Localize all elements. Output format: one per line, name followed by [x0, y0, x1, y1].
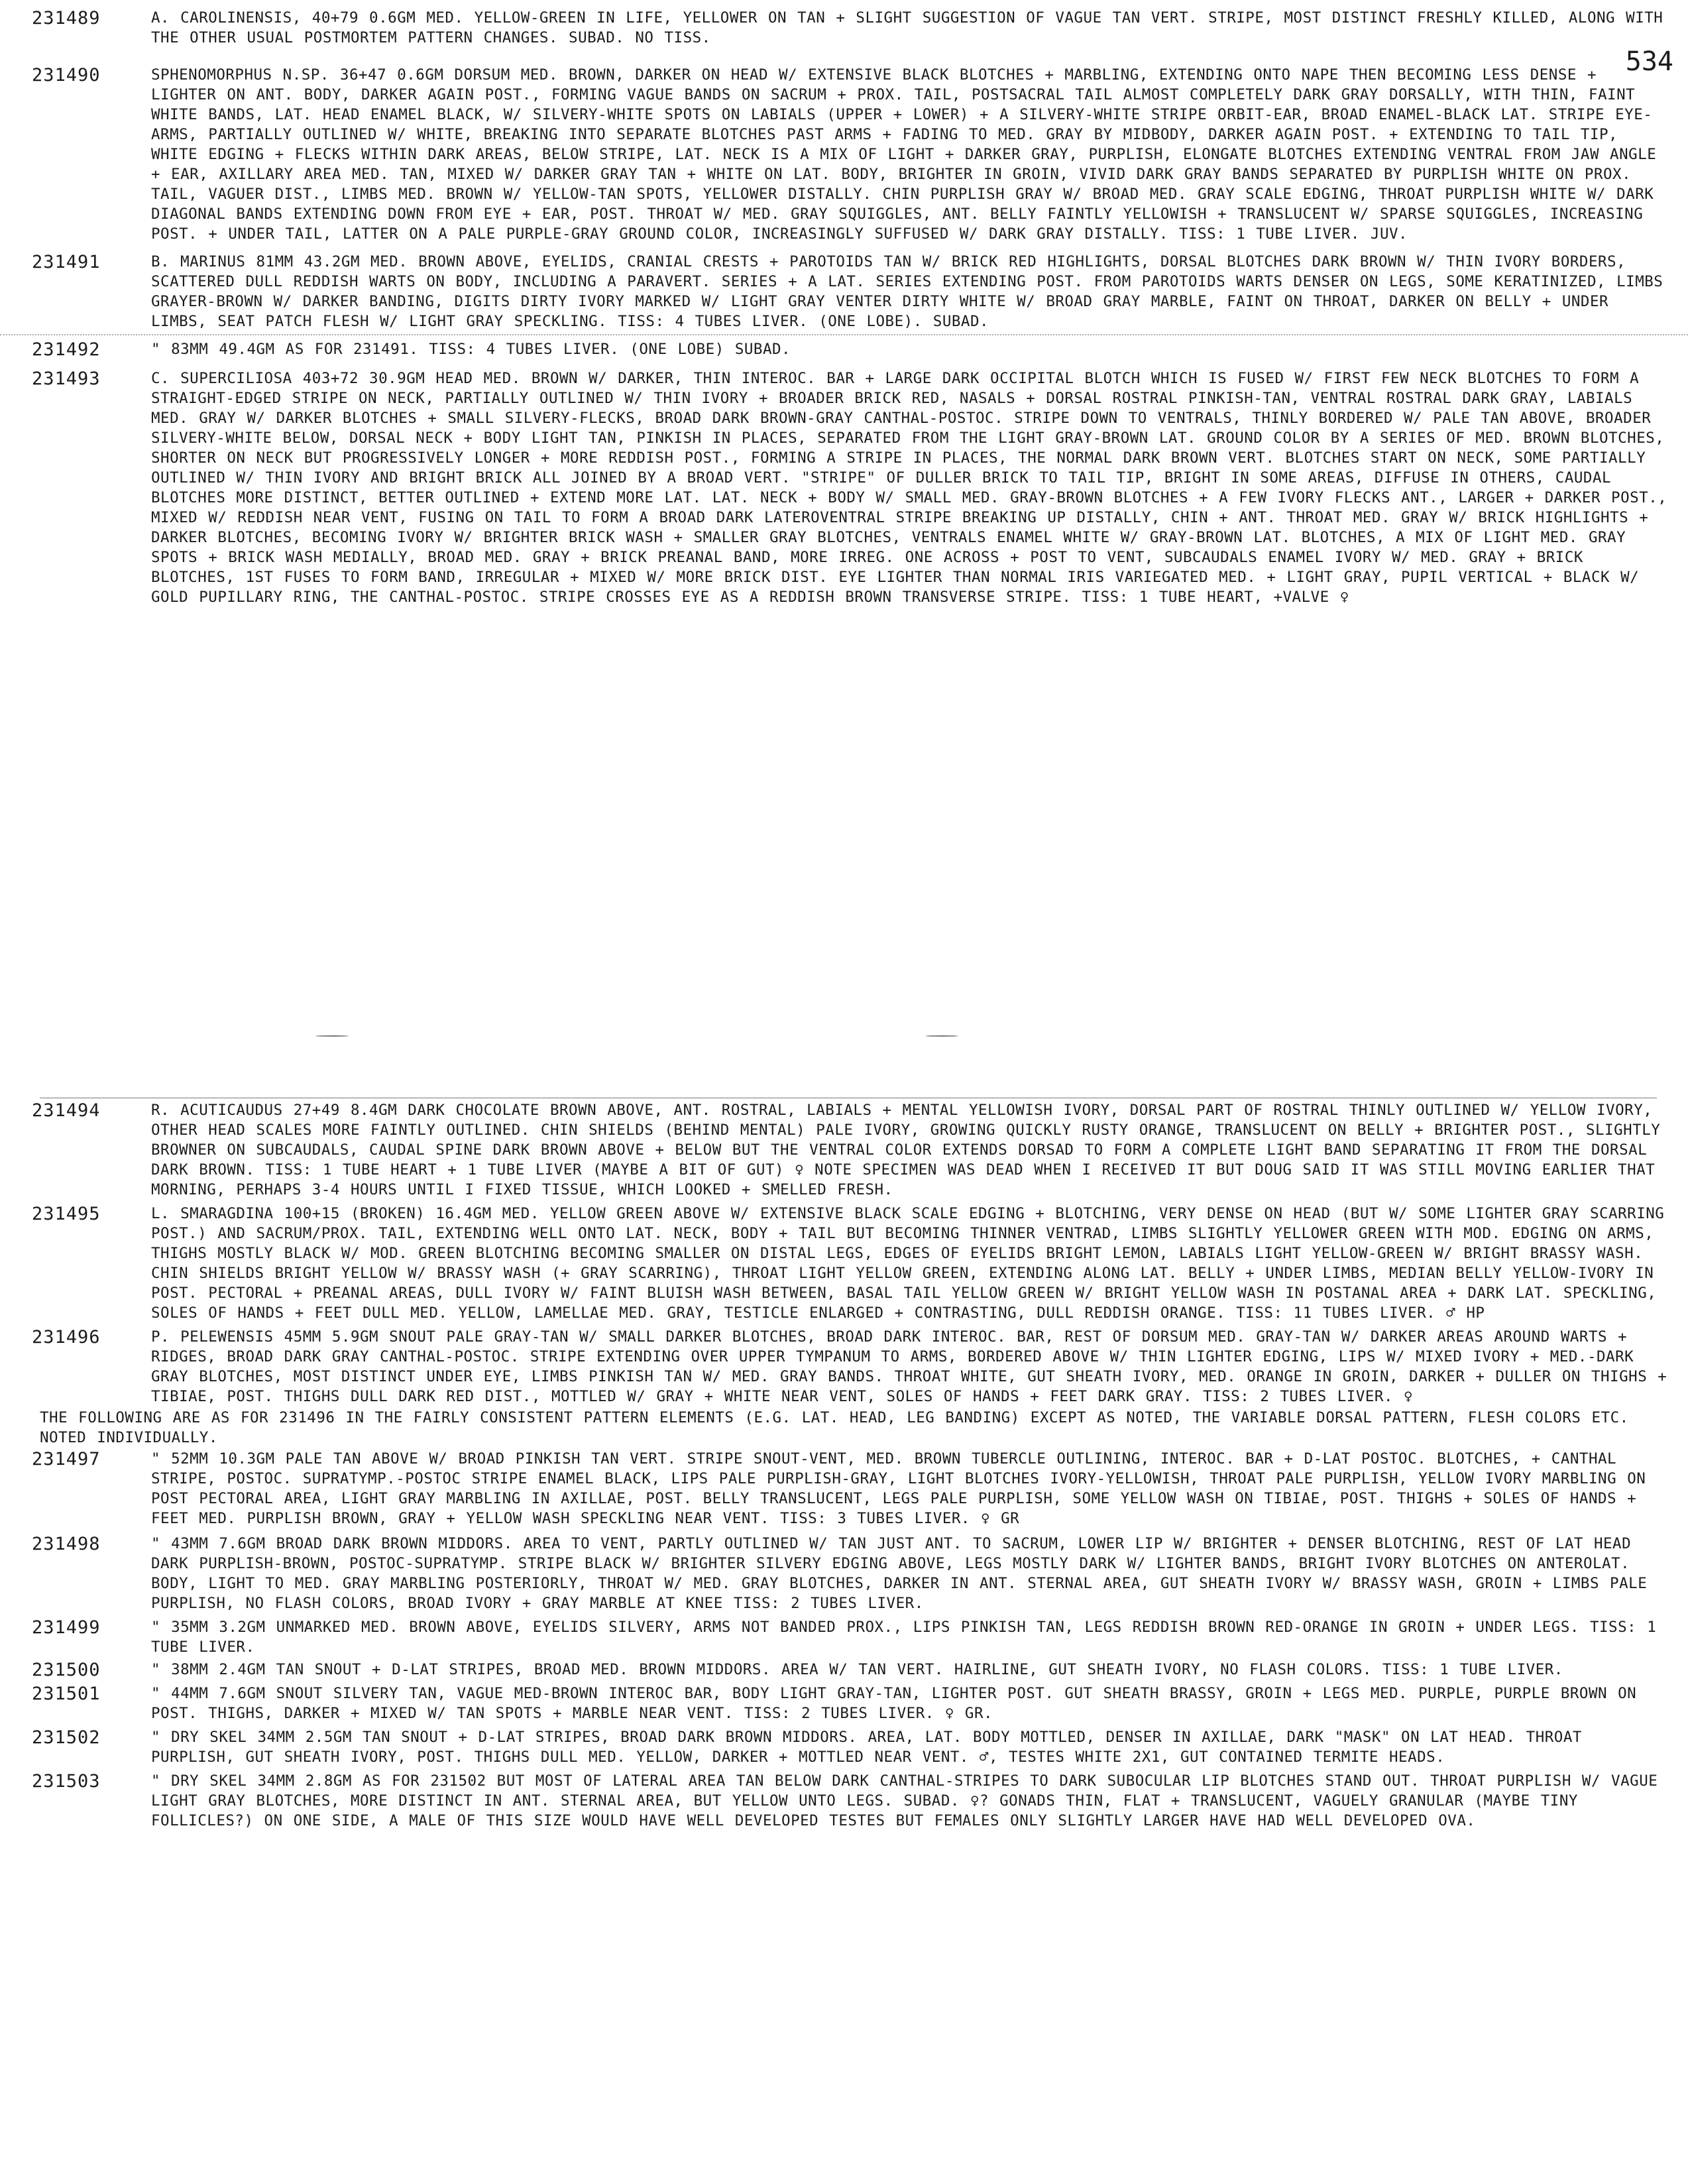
catalog-number: 231493: [32, 369, 101, 389]
specimen-description: " 83MM 49.4GM AS FOR 231491. TISS: 4 TUBES LIVER. (ONE LOBE) SUBAD.: [151, 341, 791, 358]
catalog-number: 231490: [32, 65, 101, 86]
catalog-entry: [0, 1204, 1688, 1323]
catalog-entry: [0, 1771, 1688, 1831]
specimen-description: B. MARINUS 81MM 43.2GM MED. BROWN ABOVE, EYELIDS, CRANIAL CRESTS + PAROTOIDS TAN W/ BRICK RED HIGHLIGHTS, DORSAL BLOTCHES DARK BROWN W/ THIN IVORY BORDERS, SCATTERED DULL REDDISH WARTS ON BODY, INCLUDING A PARAVERT. SERIES + A LAT. SERIES EXTENDING POST. FROM PAROTOIDS WARTS DENSER ON LEGS, SOME KERATINIZED, LIMBS GRAYER-BROWN W/ DARKER BANDING, DIGITS DIRTY IVORY MARKED W/ LIGHT GRAY VENTER DIRTY WHITE W/ BROAD GRAY MARBLE, FAINT ON THROAT, DARKER ON BELLY + UNDER LIMBS, SEAT PATCH FLESH W/ LIGHT GRAY SPECKLING. TISS: 4 TUBES LIVER. (ONE LOBE). SUBAD.: [151, 253, 1663, 330]
catalog-entry: [0, 1100, 1688, 1200]
catalog-number: 231491: [32, 252, 101, 272]
catalog-entry: [0, 8, 1688, 48]
catalog-entry: [0, 1684, 1688, 1723]
specimen-description: P. PELEWENSIS 45MM 5.9GM SNOUT PALE GRAY-TAN W/ SMALL DARKER BLOTCHES, BROAD DARK INTEROC. BAR, REST OF DORSUM MED. GRAY-TAN W/ DARKER AREAS AROUND WARTS + RIDGES, BROAD DARK GRAY CANTHAL-POSTOC. STRIPE EXTENDING OVER UPPER TYMPANUM TO ARMS, BORDERED ABOVE W/ THIN LIGHTER EDGING, LIPS W/ MIXED IVORY + MED.-DARK GRAY BLOTCHES, MOST DISTINCT UNDER EYE, LIMBS PINKISH TAN W/ MED. GRAY BANDS. THROAT WHITE, GUT SHEATH IVORY, MED. ORANGE IN GROIN, DARKER + DULLER ON THIGHS + TIBIAE, POST. THIGHS DULL DARK RED DIST., MOTTLED W/ GRAY + WHITE NEAR VENT, SOLES OF HANDS + FEET DARK GRAY. TISS: 2 TUBES LIVER. ♀: [151, 1328, 1667, 1405]
catalog-entry: [0, 369, 1688, 607]
catalog-entry: [0, 1660, 1688, 1680]
specimen-description: " 43MM 7.6GM BROAD DARK BROWN MIDDORS. AREA TO VENT, PARTLY OUTLINED W/ TAN JUST ANT. TO SACRUM, LOWER LIP W/ BRIGHTER + DENSER BLOTCHING, REST OF LAT HEAD DARK PURPLISH-BROWN, POSTOC-SUPRATYMP. STRIPE BLACK W/ BRIGHTER SILVERY EDGING ABOVE, LEGS MOSTLY DARK W/ LIGHTER BANDS, BRIGHT IVORY BLOTCHES ON ANTEROLAT. BODY, LIGHT TO MED. GRAY MARBLING POSTERIORLY, THROAT W/ MED. GRAY BLOTCHES, DARKER IN ANT. STERNAL AREA, GUT SHEATH IVORY W/ BRASSY WASH, GROIN + LIMBS PALE PURPLISH, NO FLASH COLORS, BROAD IVORY + GRAY MARBLE AT KNEE TISS: 2 TUBES LIVER.: [151, 1535, 1648, 1612]
specimen-description: " 44MM 7.6GM SNOUT SILVERY TAN, VAGUE MED-BROWN INTEROC BAR, BODY LIGHT GRAY-TAN, LIGHTER POST. GUT SHEATH BRASSY, GROIN + LEGS MED. PURPLE, PURPLE BROWN ON POST. THIGHS, DARKER + MIXED W/ TAN SPOTS + MARBLE NEAR VENT. TISS: 2 TUBES LIVER. ♀ GR.: [151, 1685, 1637, 1722]
page-smudge: [925, 1035, 958, 1037]
specimen-description: " 38MM 2.4GM TAN SNOUT + D-LAT STRIPES, BROAD MED. BROWN MIDDORS. AREA W/ TAN VERT. HAIRLINE, GUT SHEATH IVORY, NO FLASH COLORS. TISS: 1 TUBE LIVER.: [151, 1661, 1563, 1678]
catalog-number: 231500: [32, 1660, 101, 1680]
catalog-number: 231494: [32, 1100, 101, 1121]
catalog-number: 231495: [32, 1204, 101, 1224]
specimen-description: SPHENOMORPHUS N.SP. 36+47 0.6GM DORSUM MED. BROWN, DARKER ON HEAD W/ EXTENSIVE BLACK BLOTCHES + MARBLING, EXTENDING ONTO NAPE THEN BECOMING LESS DENSE + LIGHTER ON ANT. BODY, DARKER AGAIN POST., FORMING VAGUE BANDS ON SACRUM + PROX. TAIL, POSTSACRAL TAIL ALMOST COMPLETELY DARK GRAY DORSALLY, WITH THIN, FAINT WHITE BANDS, LAT. HEAD ENAMEL BLACK, W/ SILVERY-WHITE SPOTS ON LABIALS (UPPER + LOWER) + A SILVERY-WHITE STRIPE ORBIT-EAR, BROAD ENAMEL-BLACK LAT. STRIPE EYE-ARMS, PARTIALLY OUTLINED W/ WHITE, BREAKING INTO SEPARATE BLOTCHES PAST ARMS + FADING TO MED. GRAY BY MIDBODY, DARKER AGAIN POST. + EXTENDING TO TAIL TIP, WHITE EDGING + FLECKS WITHIN DARK AREAS, BELOW STRIPE, LAT. NECK IS A MIX OF LIGHT + DARKER GRAY, PURPLISH, ELONGATE BLOTCHES EXTENDING VENTRAL FROM JAW ANGLE + EAR, AXILLARY AREA MED. TAN, MIXED W/ DARKER GRAY TAN + WHITE ON LAT. BODY, BRIGHTER IN GROIN, VIVID DARK GRAY BANDS SEPARATED BY PURPLISH WHITE ON PROX. TAIL, VAGUER DIST., LIMBS MED. BROWN W/ YELLOW-TAN SPOTS, YELLOWER DISTALLY. CHIN PURPLISH GRAY W/ BROAD MED. GRAY SCALE EDGING, THROAT PURPLISH WHITE W/ DARK DIAGONAL BANDS EXTENDING DOWN FROM EYE + EAR, POST. THROAT W/ MED. GRAY SQUIGGLES, ANT. BELLY FAINTLY YELLOWISH + TRANSLUCENT W/ SPARSE SQUIGGLES, INCREASING POST. + UNDER TAIL, LATTER ON A PALE PURPLE-GRAY GROUND COLOR, INCREASINGLY SUFFUSED W/ DARK GRAY DISTALLY. TISS: 1 TUBE LIVER. JUV.: [151, 66, 1657, 243]
catalog-entry: [0, 1327, 1688, 1407]
catalog-number: 231503: [32, 1771, 101, 1792]
catalog-number: 231492: [32, 339, 101, 360]
page-smudge: [315, 1035, 349, 1037]
specimen-description: " DRY SKEL 34MM 2.8GM AS FOR 231502 BUT MOST OF LATERAL AREA TAN BELOW DARK CANTHAL-STRIPES TO DARK SUBOCULAR LIP BLOTCHES STAND OUT. THROAT PURPLISH W/ VAGUE LIGHT GRAY BLOTCHES, MORE DISTINCT IN ANT. STERNAL AREA, BUT YELLOW UNTO LEGS. SUBAD. ♀? GONADS THIN, FLAT + TRANSLUCENT, VAGUELY GRANULAR (MAYBE TINY FOLLICLES?) ON ONE SIDE, A MALE OF THIS SIZE WOULD HAVE WELL DEVELOPED TESTES BUT FEMALES ONLY SLIGHTLY LARGER HAVE HAD WELL DEVELOPED OVA.: [151, 1772, 1658, 1829]
specimen-description: R. ACUTICAUDUS 27+49 8.4GM DARK CHOCOLATE BROWN ABOVE, ANT. ROSTRAL, LABIALS + MENTAL YELLOWISH IVORY, DORSAL PART OF ROSTRAL THINLY OUTLINED W/ YELLOW IVORY, OTHER HEAD SCALES MORE FAINTLY OUTLINED. CHIN SHIELDS (BEHIND MENTAL) PALE IVORY, GROWING QUICKLY RUSTY ORANGE, TRANSLUCENT ON BELLY + BRIGHTER POST., SLIGHTLY BROWNER ON SUBCAUDALS, CAUDAL SPINE DARK BROWN ABOVE + BELOW BUT THE VENTRAL COLOR EXTENDS DORSAD TO FORM A COMPLETE LIGHT BAND SEPARATING IT FROM THE DORSAL DARK BROWN. TISS: 1 TUBE HEART + 1 TUBE LIVER (MAYBE A BIT OF GUT) ♀ NOTE SPECIMEN WAS DEAD WHEN I RECEIVED IT BUT DOUG SAID IT WAS STILL MOVING EARLIER THAT MORNING, PERHAPS 3-4 HOURS UNTIL I FIXED TISSUE, WHICH LOOKED + SMELLED FRESH.: [151, 1102, 1661, 1198]
catalog-entry: [0, 339, 1688, 359]
specimen-description: A. CAROLINENSIS, 40+79 0.6GM MED. YELLOW-GREEN IN LIFE, YELLOWER ON TAN + SLIGHT SUGGESTION OF VAGUE TAN VERT. STRIPE, MOST DISTINCT FRESHLY KILLED, ALONG WITH THE OTHER USUAL POSTMORTEM PATTERN CHANGES. SUBAD. NO TISS.: [151, 9, 1663, 46]
catalog-entry: [0, 1534, 1688, 1613]
catalog-entry: [0, 252, 1688, 331]
bottom-entries: [0, 1100, 1688, 1831]
entry-note: [0, 1408, 1688, 1448]
catalog-entry: [0, 65, 1688, 244]
catalog-number: 231496: [32, 1327, 101, 1348]
specimen-description: " 35MM 3.2GM UNMARKED MED. BROWN ABOVE, EYELIDS SILVERY, ARMS NOT BANDED PROX., LIPS PINKISH TAN, LEGS REDDISH BROWN RED-ORANGE IN GROIN + UNDER LEGS. TISS: 1 TUBE LIVER.: [151, 1619, 1657, 1656]
page-number: 534: [1625, 46, 1673, 77]
catalog-number: 231501: [32, 1684, 101, 1704]
top-entries: [0, 8, 1688, 607]
catalog-entry: [0, 1727, 1688, 1767]
catalog-entry: [0, 1617, 1688, 1657]
catalog-number: 231498: [32, 1534, 101, 1554]
specimen-description: L. SMARAGDINA 100+15 (BROKEN) 16.4GM MED. YELLOW GREEN ABOVE W/ EXTENSIVE BLACK SCALE EDGING + BLOTCHING, VERY DENSE ON HEAD (BUT W/ SOME LIGHTER GRAY SCARRING POST.) AND SACRUM/PROX. TAIL, EXTENDING WELL ONTO LAT. NECK, BODY + TAIL BUT BECOMING THINNER VENTRAD, LIMBS SLIGHTLY YELLOWER GREEN WITH MOD. EDGING ON ARMS, THIGHS MOSTLY BLACK W/ MOD. GREEN BLOTCHING BECOMING SMALLER ON DISTAL LEGS, EDGES OF EYELIDS BRIGHT LEMON, LABIALS LIGHT YELLOW-GREEN W/ BRIGHT BRASSY WASH. CHIN SHIELDS BRIGHT YELLOW W/ BRASSY WASH (+ GRAY SCARRING), THROAT LIGHT YELLOW GREEN, EXTENDING ALONG LAT. BELLY + UNDER LIMBS, MEDIAN BELLY YELLOW-IVORY IN POST. PECTORAL + PREANAL AREAS, DULL IVORY W/ FAINT BLUISH WASH BETWEEN, BASAL TAIL YELLOW GREEN W/ BRIGHT YELLOW WASH IN POSTANAL AREA + DARK LAT. SPECKLING, SOLES OF HANDS + FEET DULL MED. YELLOW, LAMELLAE MED. GRAY, TESTICLE ENLARGED + CONTRASTING, DULL REDDISH ORANGE. TISS: 11 TUBES LIVER. ♂ HP: [151, 1205, 1665, 1322]
dotted-separator: [0, 334, 1688, 335]
catalog-number: 231497: [32, 1449, 101, 1469]
catalog-number: 231489: [32, 8, 101, 29]
specimen-description: " 52MM 10.3GM PALE TAN ABOVE W/ BROAD PINKISH TAN VERT. STRIPE SNOUT-VENT, MED. BROWN TUBERCLE OUTLINING, INTEROC. BAR + D-LAT POSTOC. BLOTCHES, + CANTHAL STRIPE, POSTOC. SUPRATYMP.-POSTOC STRIPE ENAMEL BLACK, LIPS PALE PURPLISH-GRAY, LIGHT BLOTCHES IVORY-YELLOWISH, THROAT PALE PURPLISH, YELLOW IVORY MARBLING ON POST PECTORAL AREA, LIGHT GRAY MARBLING IN AXILLAE, POST. BELLY TRANSLUCENT, LEGS PALE PURPLISH, SOME YELLOW WASH ON TIBIAE, POST. THIGHS + SOLES OF HANDS + FEET MED. PURPLISH BROWN, GRAY + YELLOW WASH SPECKLING NEAR VENT. TISS: 3 TUBES LIVER. ♀ GR: [151, 1450, 1646, 1527]
catalog-number: 231502: [32, 1727, 101, 1748]
specimen-description: " DRY SKEL 34MM 2.5GM TAN SNOUT + D-LAT STRIPES, BROAD DARK BROWN MIDDORS. AREA, LAT. BODY MOTTLED, DENSER IN AXILLAE, DARK "MASK" ON LAT HEAD. THROAT PURPLISH, GUT SHEATH IVORY, POST. THIGHS DULL MED. YELLOW, DARKER + MOTTLED NEAR VENT. ♂, TESTES WHITE 2X1, GUT CONTAINED TERMITE HEADS.: [151, 1729, 1582, 1766]
catalog-entry: [0, 1449, 1688, 1528]
specimen-description: THE FOLLOWING ARE AS FOR 231496 IN THE FAIRLY CONSISTENT PATTERN ELEMENTS (E.G. LAT. HEAD, LEG BANDING) EXCEPT AS NOTED, THE VARIABLE DORSAL PATTERN, FLESH COLORS ETC. NOTED INDIVIDUALLY.: [40, 1409, 1629, 1446]
specimen-description: C. SUPERCILIOSA 403+72 30.9GM HEAD MED. BROWN W/ DARKER, THIN INTEROC. BAR + LARGE DARK OCCIPITAL BLOTCH WHICH IS FUSED W/ FIRST FEW NECK BLOTCHES TO FORM A STRAIGHT-EDGED STRIPE ON NECK, PARTIALLY OUTLINED W/ THIN IVORY + BROADER BRICK RED, NASALS + DORSAL ROSTRAL PINKISH-TAN, VENTRAL ROSTRAL DARK GRAY, LABIALS MED. GRAY W/ DARKER BLOTCHES + SMALL SILVERY-FLECKS, BROAD DARK BROWN-GRAY CANTHAL-POSTOC. STRIPE DOWN TO VENTRALS, THINLY BORDERED W/ PALE TAN ABOVE, BROADER SILVERY-WHITE BELOW, DORSAL NECK + BODY LIGHT TAN, PINKISH IN PLACES, SEPARATED FROM THE LIGHT GRAY-BROWN LAT. GROUND COLOR BY A SERIES OF MED. BROWN BLOTCHES, SHORTER ON NECK BUT PROGRESSIVELY LONGER + MORE REDDISH POST., FORMING A STRIPE IN PLACES, THE NORMAL DARK BROWN VERT. BLOTCHES START ON NECK, SOME PARTIALLY OUTLINED W/ THIN IVORY AND BRIGHT BRICK ALL JOINED BY A BROAD VERT. "STRIPE" OF DULLER BRICK TO TAIL TIP, BRIGHT IN SOME AREAS, DIFFUSE IN OTHERS, CAUDAL BLOTCHES MORE DISTINCT, BETTER OUTLINED + EXTEND MORE LAT. LAT. NECK + BODY W/ SMALL MED. GRAY-BROWN BLOTCHES + A FEW IVORY FLECKS ANT., LARGER + DARKER POST., MIXED W/ REDDISH NEAR VENT, FUSING ON TAIL TO FORM A BROAD DARK LATEROVENTRAL STRIPE BREAKING UP DISTALLY, CHIN + ANT. THROAT MED. GRAY W/ BRICK HIGHLIGHTS + DARKER BLOTCHES, BECOMING IVORY W/ BRIGHTER BRICK WASH + SMALLER GRAY BLOTCHES, VENTRALS ENAMEL WHITE W/ GRAY-BROWN LAT. BLOTCHES, A MIX OF LIGHT MED. GRAY SPOTS + BRICK WASH MEDIALLY, BROAD MED. GRAY + BRICK PREANAL BAND, MORE IRREG. ONE ACROSS + POST TO VENT, SUBCAUDALS ENAMEL IVORY W/ MED. GRAY + BRICK BLOTCHES, 1ST FUSES TO FORM BAND, IRREGULAR + MIXED W/ MORE BRICK DIST. EYE LIGHTER THAN NORMAL IRIS VARIEGATED MED. + LIGHT GRAY, PUPIL VERTICAL + BLACK W/ GOLD PUPILLARY RING, THE CANTHAL-POSTOC. STRIPE CROSSES EYE AS A REDDISH BROWN TRANSVERSE STRIPE. TISS: 1 TUBE HEART, +VALVE ♀: [151, 370, 1667, 606]
catalog-number: 231499: [32, 1617, 101, 1638]
